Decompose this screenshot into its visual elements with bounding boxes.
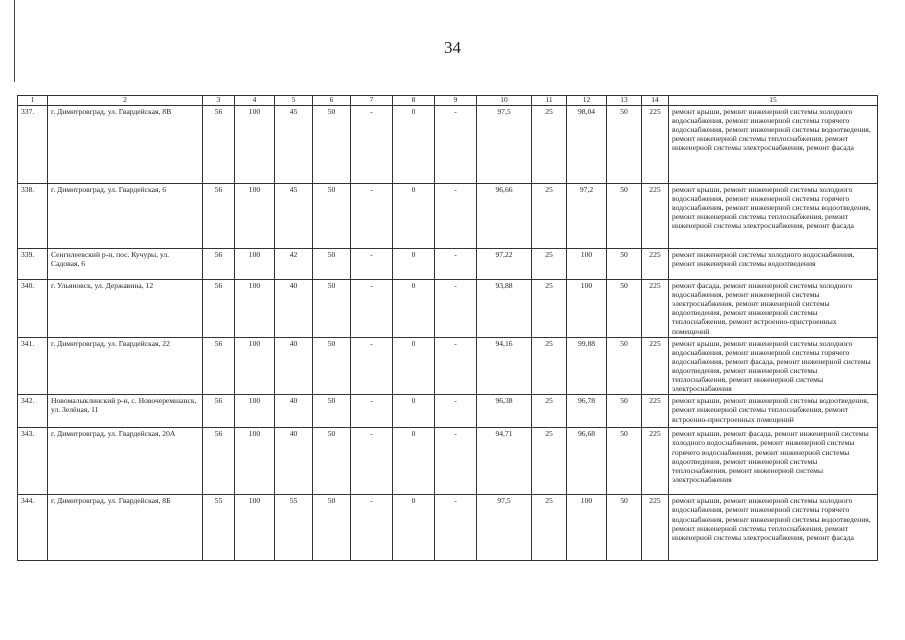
value-cell: 25 xyxy=(532,495,567,561)
value-cell: 50 xyxy=(313,428,351,495)
value-cell: 56 xyxy=(203,280,235,338)
row-number: 344. xyxy=(18,495,48,561)
value-cell: 97,5 xyxy=(477,106,532,184)
value-cell: 50 xyxy=(313,337,351,395)
repair-register-table xyxy=(17,95,878,561)
table-row xyxy=(18,337,878,395)
works-cell: ремонт крыши, ремонт инженерной системы холодного водоснабжения, ремонт инженерной системы горячего водоснабжения, ремонт фасада, ремонт инженерной системы водоотведения, ремонт инженерной системы теплоснабжения, ремонт инженерной системы электроснабжения xyxy=(669,337,878,395)
value-cell: - xyxy=(435,495,477,561)
header-cell: 2 xyxy=(48,96,203,106)
value-cell: 40 xyxy=(275,337,313,395)
value-cell: 100 xyxy=(235,395,275,428)
table-row xyxy=(18,428,878,495)
row-number: 342. xyxy=(18,395,48,428)
value-cell: 50 xyxy=(607,249,642,280)
works-cell: ремонт крыши, ремонт инженерной системы водоотведения, ремонт инженерной системы теплоснабжения, ремонт встроенно-пристроенных помещений xyxy=(669,395,878,428)
value-cell: 50 xyxy=(313,106,351,184)
value-cell: 50 xyxy=(313,395,351,428)
table-row xyxy=(18,495,878,561)
value-cell: 40 xyxy=(275,280,313,338)
value-cell: 100 xyxy=(567,280,607,338)
value-cell: 100 xyxy=(235,495,275,561)
value-cell: 56 xyxy=(203,106,235,184)
value-cell: - xyxy=(435,428,477,495)
value-cell: - xyxy=(351,337,393,395)
value-cell: - xyxy=(435,280,477,338)
value-cell: 98,04 xyxy=(567,106,607,184)
address-cell: г. Ульяновск, ул. Державина, 12 xyxy=(48,280,203,338)
value-cell: 0 xyxy=(393,337,435,395)
value-cell: 50 xyxy=(607,184,642,249)
value-cell: 55 xyxy=(203,495,235,561)
value-cell: - xyxy=(351,184,393,249)
table-row xyxy=(18,395,878,428)
header-cell: 13 xyxy=(607,96,642,106)
value-cell: 25 xyxy=(532,428,567,495)
value-cell: 225 xyxy=(642,184,669,249)
value-cell: 50 xyxy=(313,280,351,338)
value-cell: 50 xyxy=(313,495,351,561)
address-cell: г. Димитровград, ул. Гвардейская, 20А xyxy=(48,428,203,495)
value-cell: 0 xyxy=(393,395,435,428)
value-cell: 45 xyxy=(275,106,313,184)
row-number: 343. xyxy=(18,428,48,495)
table-row xyxy=(18,106,878,184)
table-row xyxy=(18,280,878,338)
value-cell: 25 xyxy=(532,337,567,395)
value-cell: 97,2 xyxy=(567,184,607,249)
works-cell: ремонт фасада, ремонт инженерной системы холодного водоснабжения, ремонт инженерной системы электроснабжения, ремонт инженерной системы водоотведения, ремонт инженерной системы теплоснабжения, ремонт встроенно-пристроенных помещений xyxy=(669,280,878,338)
header-cell: 7 xyxy=(351,96,393,106)
works-cell: ремонт крыши, ремонт фасада, ремонт инженерной системы холодного водоснабжения, ремонт инженерной системы горячего водоснабжения, ремонт инженерной системы водоотведения, ремонт инженерной системы теплоснабжения, ремонт инженерной системы электроснабжения xyxy=(669,428,878,495)
address-cell: г. Димитровград, ул. Гвардейская, 8Б xyxy=(48,495,203,561)
value-cell: 94,16 xyxy=(477,337,532,395)
address-cell: г. Димитровград, ул. Гвардейская, 22 xyxy=(48,337,203,395)
header-cell: 14 xyxy=(642,96,669,106)
header-cell: 4 xyxy=(235,96,275,106)
value-cell: 55 xyxy=(275,495,313,561)
address-cell: Новомалыклинский р-н, с. Новочеремшанск, ул. Зелёная, 11 xyxy=(48,395,203,428)
value-cell: 42 xyxy=(275,249,313,280)
value-cell: 40 xyxy=(275,428,313,495)
value-cell: - xyxy=(351,106,393,184)
value-cell: 56 xyxy=(203,184,235,249)
value-cell: 100 xyxy=(235,337,275,395)
works-cell: ремонт крыши, ремонт инженерной системы холодного водоснабжения, ремонт инженерной системы горячего водоснабжения, ремонт инженерной системы водоотведения, ремонт инженерной системы теплоснабжения, ремонт инженерной системы электроснабжения, ремонт фасада xyxy=(669,184,878,249)
header-cell: 6 xyxy=(313,96,351,106)
value-cell: 96,78 xyxy=(567,395,607,428)
page-number: 34 xyxy=(444,38,461,57)
value-cell: 100 xyxy=(235,249,275,280)
value-cell: - xyxy=(435,249,477,280)
header-cell: 15 xyxy=(669,96,878,106)
header-cell: 9 xyxy=(435,96,477,106)
value-cell: 0 xyxy=(393,428,435,495)
value-cell: 100 xyxy=(235,428,275,495)
value-cell: 225 xyxy=(642,280,669,338)
value-cell: 50 xyxy=(607,337,642,395)
address-cell: г. Димитровград, ул. Гвардейская, 6 xyxy=(48,184,203,249)
value-cell: 25 xyxy=(532,184,567,249)
value-cell: - xyxy=(351,280,393,338)
value-cell: 56 xyxy=(203,249,235,280)
value-cell: 56 xyxy=(203,395,235,428)
value-cell: 225 xyxy=(642,249,669,280)
table-row xyxy=(18,184,878,249)
value-cell: 56 xyxy=(203,337,235,395)
value-cell: 50 xyxy=(313,249,351,280)
value-cell: 45 xyxy=(275,184,313,249)
value-cell: 96,38 xyxy=(477,395,532,428)
works-cell: ремонт крыши, ремонт инженерной системы холодного водоснабжения, ремонт инженерной системы горячего водоснабжения, ремонт инженерной системы водоотведения, ремонт инженерной системы теплоснабжения, ремонт инженерной системы электроснабжения, ремонт фасада xyxy=(669,106,878,184)
value-cell: - xyxy=(435,337,477,395)
header-cell: 8 xyxy=(393,96,435,106)
value-cell: - xyxy=(435,184,477,249)
value-cell: 225 xyxy=(642,428,669,495)
row-number: 338. xyxy=(18,184,48,249)
value-cell: - xyxy=(435,395,477,428)
value-cell: 25 xyxy=(532,395,567,428)
value-cell: 0 xyxy=(393,106,435,184)
value-cell: 50 xyxy=(607,106,642,184)
value-cell: 50 xyxy=(607,495,642,561)
value-cell: 50 xyxy=(313,184,351,249)
value-cell: 96,68 xyxy=(567,428,607,495)
header-cell: 10 xyxy=(477,96,532,106)
row-number: 339. xyxy=(18,249,48,280)
value-cell: 225 xyxy=(642,106,669,184)
value-cell: 225 xyxy=(642,495,669,561)
header-cell: 3 xyxy=(203,96,235,106)
value-cell: 25 xyxy=(532,280,567,338)
value-cell: 0 xyxy=(393,495,435,561)
value-cell: - xyxy=(351,395,393,428)
value-cell: 40 xyxy=(275,395,313,428)
value-cell: 96,66 xyxy=(477,184,532,249)
works-cell: ремонт инженерной системы холодного водоснабжения, ремонт инженерной системы водоотведения xyxy=(669,249,878,280)
value-cell: - xyxy=(351,428,393,495)
row-number: 337. xyxy=(18,106,48,184)
address-cell: г. Димитровград, ул. Гвардейская, 8В xyxy=(48,106,203,184)
value-cell: 56 xyxy=(203,428,235,495)
value-cell: 0 xyxy=(393,280,435,338)
value-cell: - xyxy=(351,495,393,561)
value-cell: 100 xyxy=(235,280,275,338)
header-cell: 5 xyxy=(275,96,313,106)
header-cell: 11 xyxy=(532,96,567,106)
value-cell: 50 xyxy=(607,395,642,428)
value-cell: 0 xyxy=(393,184,435,249)
value-cell: 93,88 xyxy=(477,280,532,338)
table-row xyxy=(18,249,878,280)
value-cell: 97,5 xyxy=(477,495,532,561)
value-cell: 99,88 xyxy=(567,337,607,395)
value-cell: 50 xyxy=(607,428,642,495)
header-cell: 12 xyxy=(567,96,607,106)
value-cell: 225 xyxy=(642,395,669,428)
value-cell: 50 xyxy=(607,280,642,338)
value-cell: - xyxy=(351,249,393,280)
value-cell: 100 xyxy=(567,249,607,280)
value-cell: 25 xyxy=(532,249,567,280)
value-cell: - xyxy=(435,106,477,184)
value-cell: 97,22 xyxy=(477,249,532,280)
value-cell: 100 xyxy=(235,184,275,249)
value-cell: 100 xyxy=(235,106,275,184)
address-cell: Сенгилеевский р-н, пос. Кучуры, ул. Садовая, 6 xyxy=(48,249,203,280)
value-cell: 0 xyxy=(393,249,435,280)
row-number: 340. xyxy=(18,280,48,338)
value-cell: 100 xyxy=(567,495,607,561)
value-cell: 94,71 xyxy=(477,428,532,495)
value-cell: 225 xyxy=(642,337,669,395)
header-cell: 1 xyxy=(18,96,48,106)
works-cell: ремонт крыши, ремонт инженерной системы холодного водоснабжения, ремонт инженерной системы горячего водоснабжения, ремонт инженерной системы водоотведения, ремонт инженерной системы теплоснабжения, ремонт инженерной системы электроснабжения, ремонт фасада xyxy=(669,495,878,561)
value-cell: 25 xyxy=(532,106,567,184)
row-number: 341. xyxy=(18,337,48,395)
column-number-row xyxy=(18,96,878,106)
